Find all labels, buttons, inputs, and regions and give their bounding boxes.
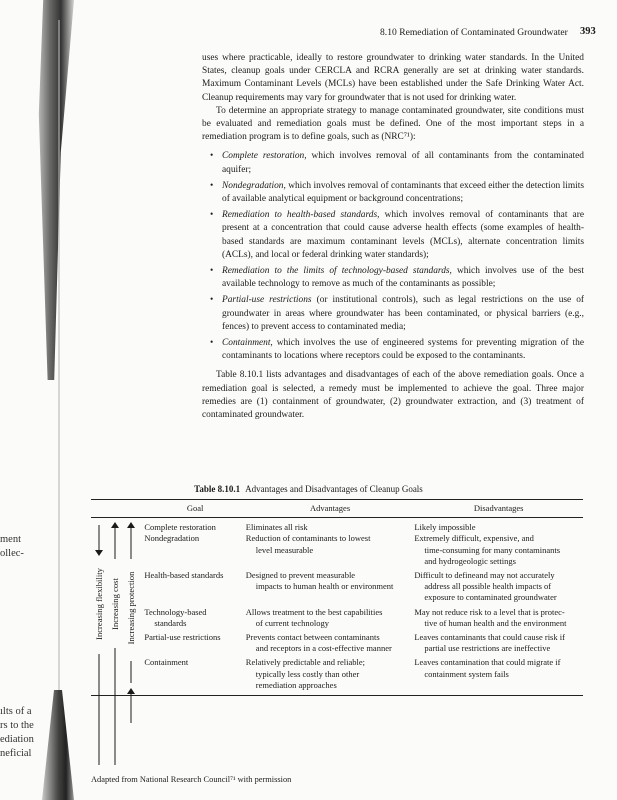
table-row <box>91 533 583 567</box>
list-item <box>210 265 584 291</box>
disadvantages-cell: Leaves contamination that could migrate if containment system fails <box>414 654 583 695</box>
table-number: Table 8.10.1 <box>194 484 241 494</box>
header-spacer <box>91 500 144 518</box>
list-item <box>210 180 584 206</box>
advantages-cell: Relatively predictable and reliable; typically less costly than other remediation approaches <box>246 654 415 695</box>
facing-text-line: ılts of a <box>0 706 32 717</box>
goal-description: which involves removal of all contaminants from the contaminated aquifer; <box>222 151 584 175</box>
section-title: 8.10 Remediation of Contaminated Groundwater <box>380 27 568 38</box>
advantages-cell: Designed to prevent measurable impacts to human health or environment <box>245 570 394 592</box>
running-header <box>380 26 596 38</box>
paragraph: Table 8.10.1 lists advantages and disadvantages of each of the above remediation goals. Once a remediation goal is selected, a remedy must be implemented to achieve the goal. Three major remedies are (1) containment of groundwater, (2) groundwater extraction, and (3) treatment of contaminated groundwater. <box>202 370 584 421</box>
table-header-row <box>91 500 583 518</box>
goal-cell: Nondegradation <box>144 533 200 544</box>
bullet-icon: • <box>210 338 214 349</box>
table-row <box>91 518 583 534</box>
goal-description: which involves removal of contaminants that exceed either the detection limits of available analytical equipment or background concentrations; <box>222 180 584 205</box>
list-item <box>210 150 584 176</box>
column-header-disadvantages: Disadvantages <box>414 500 583 518</box>
disadvantages-cell: Difficult to defineand may not accurately address all possible health impacts of exposure to contaminated groundwater <box>414 570 557 603</box>
paragraph: uses where practicable, ideally to restore groundwater to drinking water standards. In the United States, cleanup goals under CERCLA and RCRA generally are set at drinking water standards. Maximum Contaminant Levels (MCLs) have been established under the Safe Drinking Water Act. Cleanup requirements may vary for groundwater that is not used for drinking water. <box>202 53 584 103</box>
table-row <box>91 567 583 604</box>
facing-page-fragment-upper <box>0 533 24 561</box>
goal-term: Containment, <box>222 338 273 349</box>
bullet-icon: • <box>210 151 214 162</box>
paragraph: To determine an appropriate strategy to manage contaminated groundwater, site conditions must be evaluated and remediation goals must be defined. One of the most important steps in a remediation program is to define goals, such as (NRC⁷¹): <box>202 105 584 143</box>
column-header-goal: Goal <box>144 500 245 518</box>
bullet-icon: • <box>210 266 214 277</box>
goal-cell: Containment <box>144 654 245 695</box>
facing-text-line: ment <box>0 534 21 545</box>
goal-cell: Technology-based standards <box>144 606 207 628</box>
goal-description: (or institutional controls), such as legal restrictions on the use of groundwater in areas where groundwater has been contaminated, or physical barriers (e.g., fences) to prevent access to contaminated media; <box>222 295 585 332</box>
body-text <box>202 52 584 422</box>
goal-cell: Partial-use restrictions <box>144 632 221 643</box>
goal-cell: Complete restoration <box>144 522 216 533</box>
table-source-note: Adapted from National Research Council⁷¹ with permission <box>91 775 292 784</box>
facing-text-line: ollec- <box>0 548 24 559</box>
disadvantages-cell: Likely impossible <box>414 522 476 533</box>
list-item <box>210 337 584 363</box>
binding-line <box>58 20 60 780</box>
bullet-icon: • <box>210 210 214 221</box>
advantages-cell: Eliminates all risk <box>245 522 308 533</box>
table-title: Advantages and Disadvantages of Cleanup Goals <box>245 484 423 494</box>
goal-list <box>202 150 584 363</box>
bullet-icon: • <box>210 180 214 191</box>
page-number: 393 <box>580 26 596 37</box>
disadvantages-cell: Extremely difficult, expensive, and time-consuming for many contaminants and hydrogeologic settings <box>414 533 561 566</box>
list-item <box>210 209 584 262</box>
facing-page-fragment-lower <box>0 705 34 761</box>
flexibility-label: Increasing flexibility <box>94 568 104 640</box>
goal-description: which involves removal of contaminants that are present at a concentration that could cause adverse health effects (some examples of health-based standards are maximum contaminant levels (MCLs), alternate concentration limits (ACLs), and local or federal drinking water standards); <box>222 210 584 260</box>
goal-description: which involves use of the best available technology to remove as much of the contaminants as possible; <box>222 266 584 290</box>
binding-shadow-top <box>30 0 74 380</box>
advantages-cell: Allows treatment to the best capabilities of current technology <box>245 606 383 628</box>
cleanup-goals-table <box>91 499 583 696</box>
table-row <box>91 604 583 629</box>
facing-text-line: ediation <box>0 734 34 745</box>
goal-description: which involves the use of engineered systems for preventing migration of the contaminants to locations where receptors could be exposed to the contaminants. <box>222 338 584 362</box>
goal-term: Remediation to the limits of technology-based standards, <box>222 266 452 277</box>
goal-term: Complete restoration, <box>222 151 307 162</box>
goal-term: Nondegradation, <box>222 180 286 191</box>
bullet-icon: • <box>210 295 214 306</box>
facing-text-line: rs to the <box>0 720 34 731</box>
goal-cell: Health-based standards <box>144 570 224 581</box>
protection-label: Increasing protection <box>126 571 136 645</box>
goal-term: Partial-use restrictions <box>222 295 312 306</box>
table-row <box>91 629 583 654</box>
column-header-advantages: Advantages <box>246 500 415 518</box>
table-caption <box>0 484 617 494</box>
disadvantages-cell: Leaves contaminants that could cause risk if partial use restrictions are ineffective <box>414 632 565 654</box>
advantages-cell: Reduction of contaminants to lowest level measurable <box>245 533 371 555</box>
disadvantages-cell: May not reduce risk to a level that is protec- tive of human health and the environment <box>414 606 567 628</box>
list-item <box>210 294 585 334</box>
cost-label: Increasing cost <box>110 578 120 630</box>
table-row <box>91 654 583 695</box>
goal-term: Remediation to health-based standards, <box>222 210 380 221</box>
trend-arrows <box>91 519 141 769</box>
binding-shadow-bottom <box>38 690 78 800</box>
facing-text-line: neficial <box>0 748 32 759</box>
advantages-cell: Prevents contact between contaminants and receptors in a cost-effective manner <box>245 632 392 654</box>
